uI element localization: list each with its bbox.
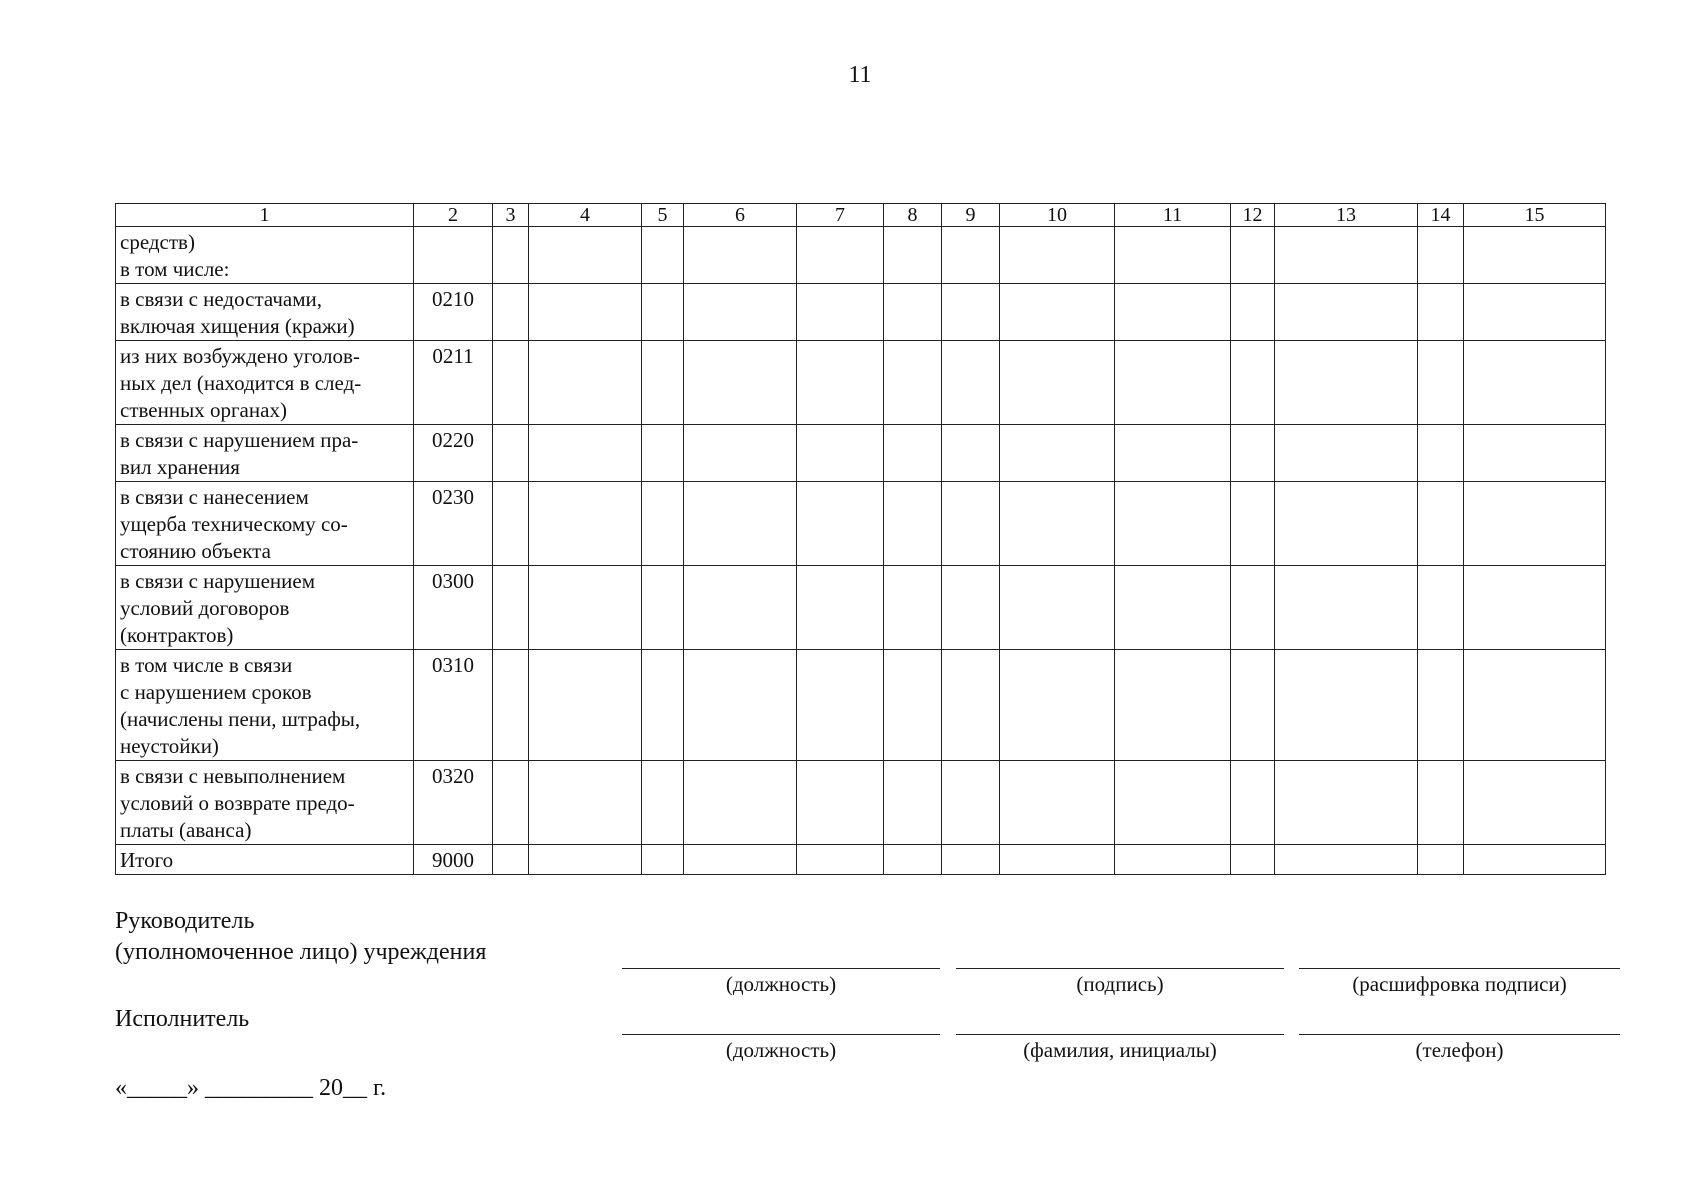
table-row — [116, 566, 1606, 650]
data-cell-col-7[interactable] — [797, 425, 884, 482]
data-cell-col-11[interactable] — [1115, 761, 1231, 845]
data-cell-col-3[interactable] — [493, 845, 529, 875]
data-cell-col-7[interactable] — [797, 341, 884, 425]
column-number-1: 1 — [116, 204, 414, 227]
data-cell-col-13[interactable] — [1275, 227, 1418, 284]
data-cell-col-12[interactable] — [1231, 650, 1275, 761]
data-cell-col-9[interactable] — [942, 650, 1000, 761]
data-cell-col-7[interactable] — [797, 227, 884, 284]
data-cell-col-5[interactable] — [642, 566, 684, 650]
data-cell-col-11[interactable] — [1115, 227, 1231, 284]
data-cell-col-7[interactable] — [797, 650, 884, 761]
data-cell-col-14[interactable] — [1418, 341, 1464, 425]
row-code: 0230 — [414, 482, 493, 566]
data-cell-col-14[interactable] — [1418, 482, 1464, 566]
data-cell-col-7[interactable] — [797, 845, 884, 875]
data-cell-col-3[interactable] — [493, 425, 529, 482]
data-cell-col-15[interactable] — [1464, 566, 1606, 650]
data-cell-col-14[interactable] — [1418, 845, 1464, 875]
column-number-3: 3 — [493, 204, 529, 227]
column-number-7: 7 — [797, 204, 884, 227]
table-row — [116, 425, 1606, 482]
data-cell-col-4[interactable] — [529, 761, 642, 845]
data-cell-col-8[interactable] — [884, 482, 942, 566]
data-cell-col-3[interactable] — [493, 284, 529, 341]
data-cell-col-12[interactable] — [1231, 566, 1275, 650]
row-label: в связи с нанесением ущерба техническому со- стоянию объекта — [116, 482, 414, 566]
data-cell-col-14[interactable] — [1418, 425, 1464, 482]
head-label-line1: Руководитель — [115, 908, 255, 934]
table-row — [116, 845, 1606, 875]
data-cell-col-3[interactable] — [493, 566, 529, 650]
data-cell-col-4[interactable] — [529, 482, 642, 566]
row-label: в связи с нарушением условий договоров (контрактов) — [116, 566, 414, 650]
data-cell-col-4[interactable] — [529, 845, 642, 875]
data-cell-col-8[interactable] — [884, 845, 942, 875]
column-number-13: 13 — [1275, 204, 1418, 227]
data-cell-col-8[interactable] — [884, 761, 942, 845]
head-position-line[interactable] — [622, 968, 940, 969]
head-signature-caption: (подпись) — [1076, 972, 1164, 996]
data-cell-col-15[interactable] — [1464, 482, 1606, 566]
executor-phone-caption: (телефон) — [1415, 1038, 1504, 1062]
data-cell-col-9[interactable] — [942, 341, 1000, 425]
data-cell-col-8[interactable] — [884, 566, 942, 650]
executor-phone-line[interactable] — [1299, 1034, 1620, 1035]
column-number-6: 6 — [684, 204, 797, 227]
row-label: в связи с недостачами, включая хищения (кражи) — [116, 284, 414, 341]
header-row — [116, 204, 1606, 227]
data-cell-col-14[interactable] — [1418, 761, 1464, 845]
data-cell-col-5[interactable] — [642, 650, 684, 761]
data-cell-col-13[interactable] — [1275, 482, 1418, 566]
row-code — [414, 227, 493, 284]
data-cell-col-12[interactable] — [1231, 284, 1275, 341]
data-cell-col-10[interactable] — [1000, 284, 1115, 341]
row-label: в том числе в связи с нарушением сроков (начислены пени, штрафы, неустойки) — [116, 650, 414, 761]
data-cell-col-6[interactable] — [684, 284, 797, 341]
data-cell-col-6[interactable] — [684, 845, 797, 875]
table-row — [116, 761, 1606, 845]
data-cell-col-12[interactable] — [1231, 761, 1275, 845]
data-cell-col-11[interactable] — [1115, 425, 1231, 482]
table-row — [116, 341, 1606, 425]
data-cell-col-3[interactable] — [493, 227, 529, 284]
row-label: средств) в том числе: — [116, 227, 414, 284]
data-cell-col-8[interactable] — [884, 425, 942, 482]
data-cell-col-11[interactable] — [1115, 845, 1231, 875]
table-row — [116, 284, 1606, 341]
table-row — [116, 227, 1606, 284]
data-cell-col-6[interactable] — [684, 227, 797, 284]
data-cell-col-9[interactable] — [942, 284, 1000, 341]
data-cell-col-14[interactable] — [1418, 650, 1464, 761]
data-cell-col-5[interactable] — [642, 482, 684, 566]
data-cell-col-5[interactable] — [642, 284, 684, 341]
column-number-5: 5 — [642, 204, 684, 227]
data-cell-col-6[interactable] — [684, 482, 797, 566]
row-code: 9000 — [414, 845, 493, 875]
executor-position-caption: (должность) — [725, 1038, 837, 1062]
column-number-15: 15 — [1464, 204, 1606, 227]
data-cell-col-13[interactable] — [1275, 425, 1418, 482]
data-cell-col-10[interactable] — [1000, 227, 1115, 284]
page-number: 11 — [848, 62, 872, 88]
column-number-9: 9 — [942, 204, 1000, 227]
data-cell-col-10[interactable] — [1000, 482, 1115, 566]
data-cell-col-11[interactable] — [1115, 341, 1231, 425]
data-cell-col-7[interactable] — [797, 284, 884, 341]
data-cell-col-8[interactable] — [884, 650, 942, 761]
row-label: в связи с невыполнением условий о возврате предо- платы (аванса) — [116, 761, 414, 845]
data-cell-col-4[interactable] — [529, 227, 642, 284]
data-cell-col-8[interactable] — [884, 341, 942, 425]
data-cell-col-5[interactable] — [642, 845, 684, 875]
executor-position-line[interactable] — [622, 1034, 940, 1035]
data-cell-col-4[interactable] — [529, 425, 642, 482]
data-cell-col-10[interactable] — [1000, 425, 1115, 482]
data-cell-col-13[interactable] — [1275, 845, 1418, 875]
data-cell-col-11[interactable] — [1115, 482, 1231, 566]
row-label: из них возбуждено уголов- ных дел (находится в след- ственных органах) — [116, 341, 414, 425]
row-code: 0300 — [414, 566, 493, 650]
data-cell-col-15[interactable] — [1464, 845, 1606, 875]
column-number-10: 10 — [1000, 204, 1115, 227]
data-cell-col-6[interactable] — [684, 425, 797, 482]
date-line: «_____» _________ 20__ г. — [115, 1075, 387, 1101]
row-code: 0211 — [414, 341, 493, 425]
data-cell-col-13[interactable] — [1275, 284, 1418, 341]
data-cell-col-14[interactable] — [1418, 227, 1464, 284]
column-number-14: 14 — [1418, 204, 1464, 227]
data-cell-col-13[interactable] — [1275, 566, 1418, 650]
data-cell-col-13[interactable] — [1275, 761, 1418, 845]
data-cell-col-12[interactable] — [1231, 227, 1275, 284]
data-cell-col-7[interactable] — [797, 566, 884, 650]
data-cell-col-9[interactable] — [942, 761, 1000, 845]
head-signature-decode-caption: (расшифровка подписи) — [1352, 972, 1567, 996]
data-cell-col-4[interactable] — [529, 341, 642, 425]
data-cell-col-4[interactable] — [529, 284, 642, 341]
row-label: в связи с нарушением пра- вил хранения — [116, 425, 414, 482]
data-cell-col-14[interactable] — [1418, 284, 1464, 341]
data-cell-col-13[interactable] — [1275, 650, 1418, 761]
data-cell-col-15[interactable] — [1464, 341, 1606, 425]
data-cell-col-5[interactable] — [642, 761, 684, 845]
data-cell-col-9[interactable] — [942, 227, 1000, 284]
data-cell-col-4[interactable] — [529, 566, 642, 650]
row-code: 0210 — [414, 284, 493, 341]
data-cell-col-4[interactable] — [529, 650, 642, 761]
data-cell-col-14[interactable] — [1418, 566, 1464, 650]
data-cell-col-5[interactable] — [642, 227, 684, 284]
data-cell-col-15[interactable] — [1464, 761, 1606, 845]
data-cell-col-13[interactable] — [1275, 341, 1418, 425]
data-cell-col-10[interactable] — [1000, 650, 1115, 761]
head-position-caption: (должность) — [725, 972, 837, 996]
data-cell-col-8[interactable] — [884, 284, 942, 341]
column-number-4: 4 — [529, 204, 642, 227]
data-cell-col-9[interactable] — [942, 482, 1000, 566]
data-cell-col-15[interactable] — [1464, 650, 1606, 761]
column-number-8: 8 — [884, 204, 942, 227]
data-cell-col-15[interactable] — [1464, 284, 1606, 341]
table-row — [116, 650, 1606, 761]
data-cell-col-9[interactable] — [942, 845, 1000, 875]
data-cell-col-7[interactable] — [797, 482, 884, 566]
column-number-11: 11 — [1115, 204, 1231, 227]
data-cell-col-12[interactable] — [1231, 341, 1275, 425]
data-cell-col-6[interactable] — [684, 761, 797, 845]
column-number-12: 12 — [1231, 204, 1275, 227]
executor-name-line[interactable] — [956, 1034, 1284, 1035]
data-cell-col-10[interactable] — [1000, 845, 1115, 875]
executor-label: Исполнитель — [115, 1006, 250, 1032]
data-cell-col-15[interactable] — [1464, 425, 1606, 482]
head-label-line2: (уполномоченное лицо) учреждения — [115, 939, 487, 965]
report-table — [115, 203, 1606, 875]
data-cell-col-5[interactable] — [642, 425, 684, 482]
data-cell-col-3[interactable] — [493, 650, 529, 761]
head-signature-line[interactable] — [956, 968, 1284, 969]
data-cell-col-5[interactable] — [642, 341, 684, 425]
data-cell-col-9[interactable] — [942, 425, 1000, 482]
row-code: 0320 — [414, 761, 493, 845]
data-cell-col-15[interactable] — [1464, 227, 1606, 284]
data-cell-col-10[interactable] — [1000, 761, 1115, 845]
data-cell-col-10[interactable] — [1000, 566, 1115, 650]
data-cell-col-11[interactable] — [1115, 650, 1231, 761]
data-cell-col-12[interactable] — [1231, 845, 1275, 875]
head-signature-decode-line[interactable] — [1299, 968, 1620, 969]
data-cell-col-11[interactable] — [1115, 284, 1231, 341]
data-cell-col-11[interactable] — [1115, 566, 1231, 650]
row-label: Итого — [116, 845, 414, 875]
data-cell-col-10[interactable] — [1000, 341, 1115, 425]
data-cell-col-6[interactable] — [684, 566, 797, 650]
row-code: 0220 — [414, 425, 493, 482]
data-cell-col-3[interactable] — [493, 761, 529, 845]
data-cell-col-3[interactable] — [493, 482, 529, 566]
data-cell-col-8[interactable] — [884, 227, 942, 284]
data-cell-col-3[interactable] — [493, 341, 529, 425]
data-cell-col-7[interactable] — [797, 761, 884, 845]
data-cell-col-12[interactable] — [1231, 425, 1275, 482]
data-cell-col-9[interactable] — [942, 566, 1000, 650]
table-row — [116, 482, 1606, 566]
row-code: 0310 — [414, 650, 493, 761]
column-number-2: 2 — [414, 204, 493, 227]
data-cell-col-6[interactable] — [684, 650, 797, 761]
data-cell-col-12[interactable] — [1231, 482, 1275, 566]
data-cell-col-6[interactable] — [684, 341, 797, 425]
executor-name-caption: (фамилия, инициалы) — [1023, 1038, 1217, 1062]
